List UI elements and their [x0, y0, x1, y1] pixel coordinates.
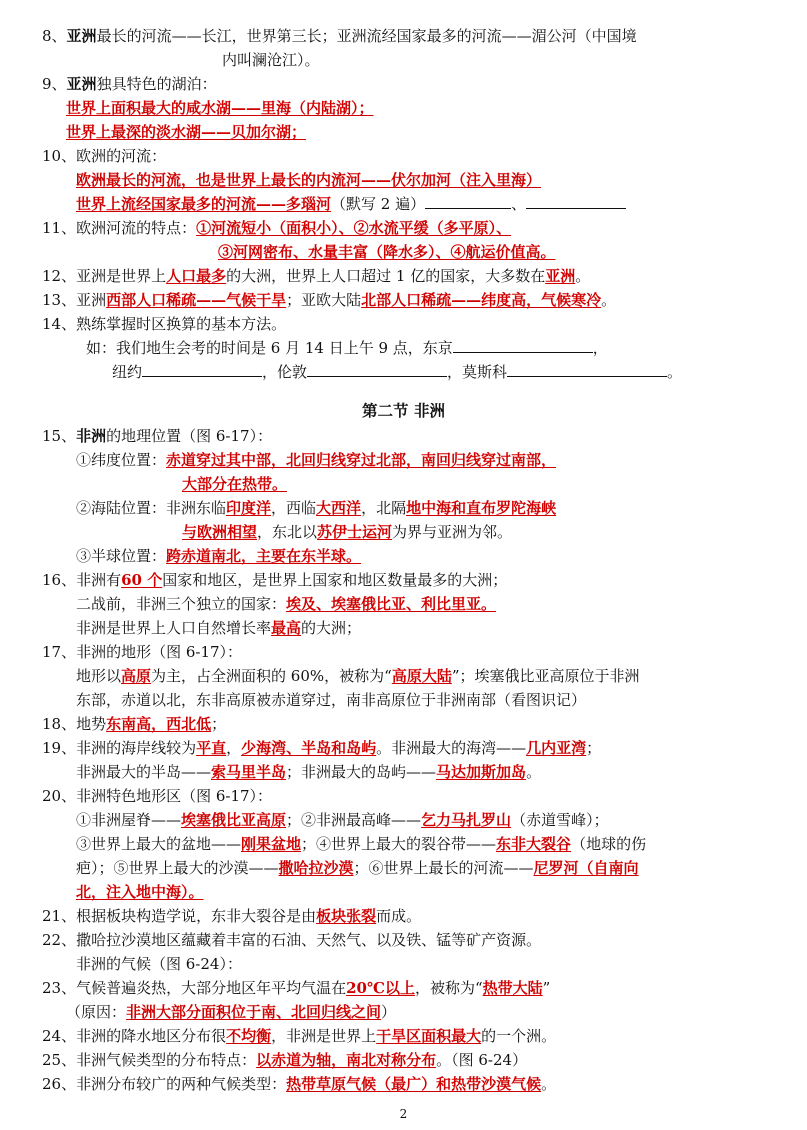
text-segment: 如：我们地生会考的时间是 6 月 14 日上午 9 点，东京 [86, 339, 453, 357]
text-segment: 非洲是世界上人口自然增长率 [76, 619, 272, 637]
bold-term: 亚洲 [66, 75, 97, 93]
text-line [42, 978, 550, 998]
answer-text: 马达加斯加岛 [436, 763, 527, 781]
text-segment: ； [586, 739, 602, 757]
text-segment: 19、非洲的海岸线较为 [42, 739, 197, 757]
text-line [42, 1074, 556, 1094]
text-segment: ；④世界上最大的裂谷带—— [301, 835, 497, 853]
answer-text: 刚果盆地 [241, 835, 302, 853]
text-segment: 25、非洲气候类型的分布特点： [42, 1051, 257, 1069]
answer-text: 欧洲最长的河流，也是世界上最长的内流河——伏尔加河（注入里海） [76, 171, 542, 189]
answer-text: 西部人口稀疏——气候干旱 [106, 291, 287, 309]
answer-text: 几内亚湾 [526, 739, 587, 757]
text-segment: ” [542, 979, 551, 997]
text-segment: 疤）；⑤世界上最大的沙漠—— [76, 859, 279, 877]
text-segment: ，西临 [271, 499, 317, 517]
text-segment: 非洲的气候（图 6-24）： [76, 955, 242, 973]
text-segment: ，北隔 [361, 499, 407, 517]
answer-text: 东南高，西北低 [106, 715, 212, 733]
answer-text: 东非大裂谷 [496, 835, 572, 853]
answer-text: ③河网密布、水量丰富（降水多）、④航运价值高。 [218, 243, 556, 261]
text-segment: 、 [511, 195, 527, 213]
text-line [76, 882, 204, 902]
text-segment: ；②非洲最高峰—— [286, 811, 422, 829]
text-line [86, 338, 608, 358]
text-line [218, 242, 556, 262]
text-segment: ；亚欧大陆 [286, 291, 362, 309]
answer-text: 大部分在热带。 [182, 475, 288, 493]
text-line [76, 690, 586, 710]
text-line [76, 762, 541, 782]
text-line [42, 570, 507, 590]
text-line [42, 930, 541, 950]
page-number: 2 [399, 1107, 408, 1121]
text-line [222, 50, 320, 70]
text-line [42, 314, 286, 334]
answer-text: 世界上面积最大的咸水湖——里海（内陆湖）； [66, 99, 374, 117]
answer-blank [453, 338, 593, 353]
text-segment: ， [592, 339, 608, 357]
text-line [42, 426, 272, 446]
text-segment: 纽约 [112, 363, 143, 381]
text-segment: 26、非洲分布较广的两种气候类型： [42, 1075, 287, 1093]
text-segment: 10、欧洲的河流： [42, 147, 167, 165]
answer-text: 不均衡 [226, 1027, 272, 1045]
text-line [76, 954, 242, 974]
text-segment: 东部，赤道以北，东非高原被赤道穿过，南非高原位于非洲南部（看图识记） [76, 691, 587, 709]
text-line [42, 266, 590, 286]
answer-text: 尼罗河（自南向 [533, 859, 639, 877]
section-heading: 第二节 非洲 [362, 401, 445, 420]
text-segment: ①非洲屋脊—— [76, 811, 182, 829]
text-segment: ③半球位置： [76, 547, 167, 565]
answer-blank [307, 362, 447, 377]
answer-text: 非洲大部分面积位于南、北回归线之间 [126, 1003, 382, 1021]
text-segment: 内叫澜沧江）。 [222, 51, 320, 69]
text-segment: 13、亚洲 [42, 291, 107, 309]
answer-text: 热带草原气候（最广）和热带沙漠气候 [286, 1075, 542, 1093]
text-line [42, 290, 616, 310]
text-segment: ； [211, 715, 227, 733]
text-segment: 的大洲，世界上人口超过 1 亿的国家，大多数在 [226, 267, 546, 285]
answer-text: 印度洋 [226, 499, 272, 517]
text-segment: 而成。 [376, 907, 422, 925]
answer-text: 跨赤道南北，主要在东半球。 [166, 547, 362, 565]
answer-text: 乞力马扎罗山 [421, 811, 512, 829]
text-line [42, 26, 637, 46]
answer-text: 60 个 [121, 571, 163, 589]
text-line [76, 594, 496, 614]
text-line [42, 218, 511, 238]
text-segment: 。非洲最大的海湾—— [376, 739, 527, 757]
text-segment: （默写 2 遍） [331, 195, 426, 213]
text-segment: ，莫斯科 [447, 363, 508, 381]
text-line [42, 906, 421, 926]
answer-text: 埃及、埃塞俄比亚、利比里亚。 [286, 595, 497, 613]
text-segment: 8、 [42, 27, 67, 45]
text-segment: 22、撒哈拉沙漠地区蕴藏着丰富的石油、天然气、以及铁、锰等矿产资源。 [42, 931, 542, 949]
text-line [76, 858, 639, 878]
text-segment: ③世界上最大的盆地—— [76, 835, 242, 853]
text-segment: （地球的伤 [571, 835, 647, 853]
text-segment: 最长的河流——长江，世界第三长；亚洲流经国家最多的河流——湄公河（中国境 [96, 27, 637, 45]
text-segment: ”；埃塞俄比亚高原位于非洲 [451, 667, 640, 685]
text-segment: 二战前，非洲三个独立的国家： [76, 595, 287, 613]
text-line [76, 170, 541, 190]
text-segment: 。（图 6-24） [436, 1051, 528, 1069]
answer-text: 索马里半岛 [211, 763, 287, 781]
text-line [112, 362, 682, 382]
text-segment: （赤道雪峰）； [511, 811, 609, 829]
text-segment: 地形以 [76, 667, 122, 685]
answer-text: 干旱区面积最大 [376, 1027, 482, 1045]
text-segment: 。 [601, 291, 617, 309]
answer-text: ①河流短小（面积小）、②水流平缓（多平原）、 [196, 219, 512, 237]
text-line [42, 786, 272, 806]
text-line [42, 1026, 556, 1046]
text-segment: 18、地势 [42, 715, 107, 733]
bold-term: 亚洲 [66, 27, 97, 45]
text-segment: 15、 [42, 427, 77, 445]
answer-text: 高原 [121, 667, 152, 685]
answer-text: 最高 [271, 619, 302, 637]
text-segment: ；⑥世界上最长的河流—— [353, 859, 534, 877]
answer-blank [425, 194, 511, 209]
text-line [42, 714, 226, 734]
text-line [66, 98, 374, 118]
text-line [76, 834, 646, 854]
answer-text: 赤道穿过其中部，北回归线穿过北部，南回归线穿过南部， [166, 451, 557, 469]
text-segment: ，非洲是世界上 [271, 1027, 377, 1045]
text-line [42, 146, 166, 166]
answer-text: 撒哈拉沙漠 [278, 859, 354, 877]
text-segment: （原因： [66, 1003, 127, 1021]
text-segment: ， [226, 739, 242, 757]
text-segment: 12、亚洲是世界上 [42, 267, 167, 285]
text-segment: 14、熟练掌握时区换算的基本方法。 [42, 315, 287, 333]
answer-text: 亚洲 [545, 267, 576, 285]
answer-text: 北部人口稀疏——纬度高，气候寒冷 [361, 291, 602, 309]
text-segment: 的一个洲。 [481, 1027, 557, 1045]
text-segment: ，东北以 [257, 523, 318, 541]
text-segment: 。 [667, 363, 683, 381]
text-segment: 24、非洲的降水地区分布很 [42, 1027, 227, 1045]
text-segment: ①纬度位置： [76, 451, 167, 469]
text-line [76, 618, 361, 638]
answer-text: 板块张裂 [316, 907, 377, 925]
text-segment: ） [381, 1003, 397, 1021]
text-segment: ；非洲最大的岛屿—— [286, 763, 437, 781]
text-segment: 21、根据板块构造学说，东非大裂谷是由 [42, 907, 317, 925]
text-segment: 的地理位置（图 6-17）： [106, 427, 273, 445]
answer-text: 热带大陆 [482, 979, 543, 997]
answer-text: 世界上最深的淡水湖——贝加尔湖； [66, 123, 307, 141]
answer-text: 北，注入地中海）。 [76, 883, 204, 901]
text-segment: 9、 [42, 75, 67, 93]
answer-text: 大西洋 [316, 499, 362, 517]
text-segment: 国家和地区，是世界上国家和地区数量最多的大洲； [162, 571, 508, 589]
answer-blank [507, 362, 667, 377]
text-segment: ，伦敦 [262, 363, 308, 381]
bold-term: 非洲 [76, 427, 107, 445]
text-line [42, 642, 242, 662]
text-segment: 17、非洲的地形（图 6-17）： [42, 643, 243, 661]
text-segment: 独具特色的湖泊： [96, 75, 217, 93]
text-segment: ②海陆位置：非洲东临 [76, 499, 227, 517]
text-line [182, 522, 512, 542]
answer-text: 世界上流经国家最多的河流——多瑙河 [76, 195, 332, 213]
text-line [76, 546, 361, 566]
text-segment: 23、气候普遍炎热，大部分地区年平均气温在 [42, 979, 347, 997]
answer-text: 与欧洲相望 [182, 523, 258, 541]
text-line [42, 738, 601, 758]
text-line [76, 450, 556, 470]
text-line [76, 666, 640, 686]
answer-text: 以赤道为轴，南北对称分布 [256, 1051, 437, 1069]
text-line [182, 474, 287, 494]
answer-text: 20℃以上 [346, 979, 415, 997]
text-segment: 11、欧洲河流的特点： [42, 219, 197, 237]
answer-text: 高原大陆 [391, 667, 452, 685]
text-line [76, 810, 609, 830]
text-segment: 。 [526, 763, 542, 781]
answer-blank [526, 194, 626, 209]
answer-text: 地中海和直布罗陀海峡 [406, 499, 557, 517]
text-segment: 的大洲； [301, 619, 362, 637]
answer-text: 平直 [196, 739, 227, 757]
text-segment: 16、非洲有 [42, 571, 122, 589]
text-line [66, 1002, 396, 1022]
text-segment: 为主，占全洲面积的 60%，被称为“ [151, 667, 392, 685]
answer-text: 少海湾、半岛和岛屿 [241, 739, 377, 757]
text-segment: 。 [541, 1075, 557, 1093]
text-line [42, 74, 217, 94]
text-line [76, 194, 626, 214]
text-line [76, 498, 556, 518]
answer-blank [142, 362, 262, 377]
answer-text: 苏伊士运河 [317, 523, 393, 541]
text-segment: ，被称为“ [414, 979, 483, 997]
text-segment: 为界与亚洲为邻。 [392, 523, 513, 541]
answer-text: 人口最多 [166, 267, 227, 285]
text-segment: 非洲最大的半岛—— [76, 763, 212, 781]
text-segment: 。 [575, 267, 591, 285]
text-segment: 20、非洲特色地形区（图 6-17）： [42, 787, 273, 805]
text-line [66, 122, 306, 142]
answer-text: 埃塞俄比亚高原 [181, 811, 287, 829]
text-line [42, 1050, 527, 1070]
